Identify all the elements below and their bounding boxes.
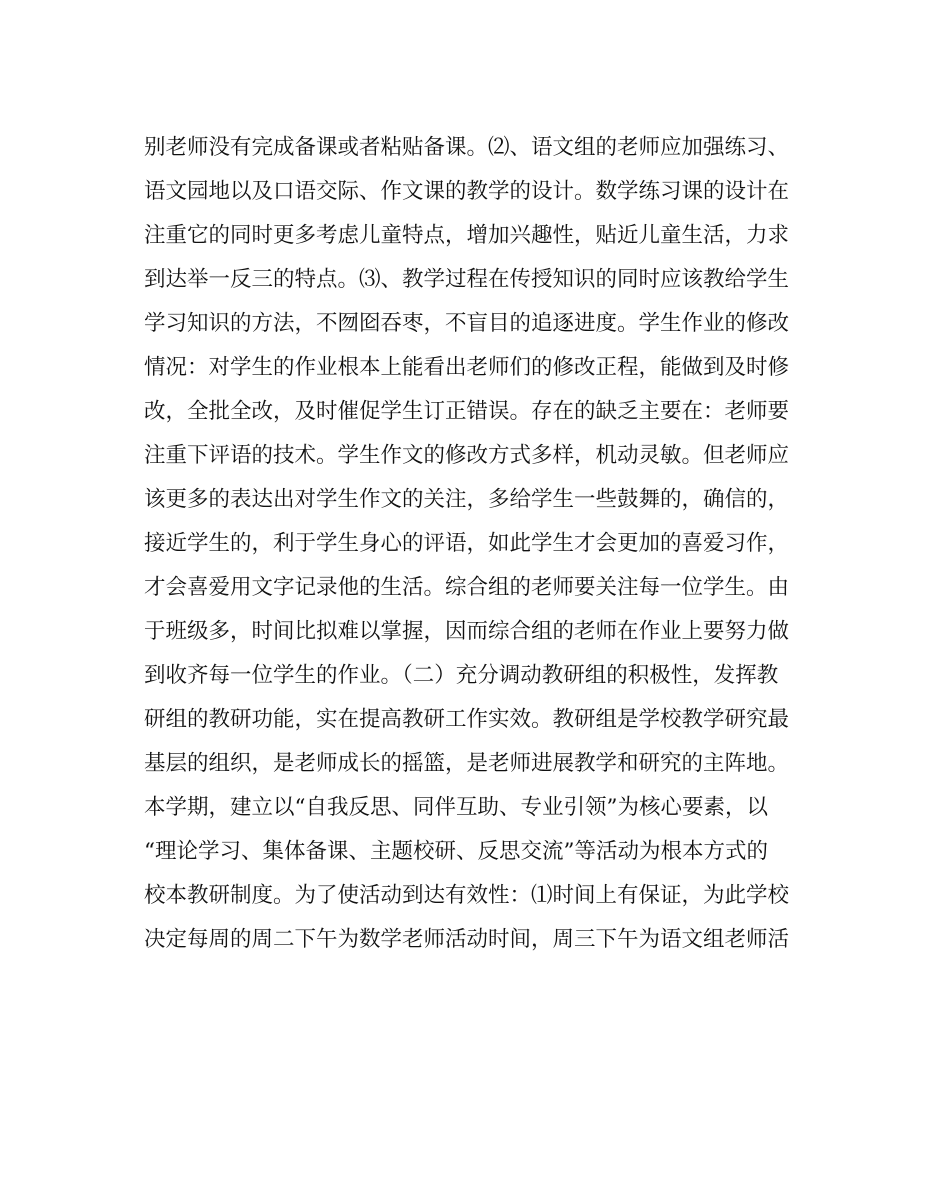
text-line: 该更多的表达出对学生作文的关注，多给学生一些鼓舞的，确信的，: [144, 487, 790, 512]
text-line: 学习知识的方法，不囫囵吞枣，不盲目的追逐进度。学生作业的修改: [144, 311, 790, 336]
text-line: 注重它的同时更多考虑儿童特点，增加兴趣性，贴近儿童生活，力求: [144, 223, 790, 248]
text-line: 决定每周的周二下午为数学老师活动时间，周三下午为语文组老师活: [144, 927, 790, 952]
text-line: 到达举一反三的特点。⑶、教学过程在传授知识的同时应该教给学生: [144, 267, 790, 292]
text-line: 基层的组织，是老师成长的摇篮，是老师进展教学和研究的主阵地。: [144, 751, 790, 776]
text-line: 于班级多，时间比拟难以掌握，因而综合组的老师在作业上要努力做: [144, 619, 790, 644]
text-line: 情况：对学生的作业根本上能看出老师们的修改正程，能做到及时修: [144, 355, 790, 380]
text-line: 改，全批全改，及时催促学生订正错误。存在的缺乏主要在：老师要: [144, 399, 790, 424]
text-line: 别老师没有完成备课或者粘贴备课。⑵、语文组的老师应加强练习、: [144, 135, 790, 160]
text-line: 接近学生的，利于学生身心的评语，如此学生才会更加的喜爱习作，: [144, 531, 790, 556]
text-line: 到收齐每一位学生的作业。（二）充分调动教研组的积极性，发挥教: [144, 663, 779, 688]
body-paragraph: [144, 126, 814, 962]
text-line: “理论学习、集体备课、主题校研、反思交流”等活动为根本方式的: [144, 839, 768, 864]
text-line: 才会喜爱用文字记录他的生活。综合组的老师要关注每一位学生。由: [144, 575, 790, 600]
text-line: 本学期，建立以“自我反思、同伴互助、专业引领”为核心要素，以: [144, 795, 768, 820]
text-line: 语文园地以及口语交际、作文课的教学的设计。数学练习课的设计在: [144, 179, 790, 204]
text-line: 研组的教研功能，实在提高教研工作实效。教研组是学校教学研究最: [144, 707, 790, 732]
text-line: 注重下评语的技术。学生作文的修改方式多样，机动灵敏。但老师应: [144, 443, 790, 468]
text-line: 校本教研制度。为了使活动到达有效性：⑴时间上有保证，为此学校: [144, 883, 790, 908]
